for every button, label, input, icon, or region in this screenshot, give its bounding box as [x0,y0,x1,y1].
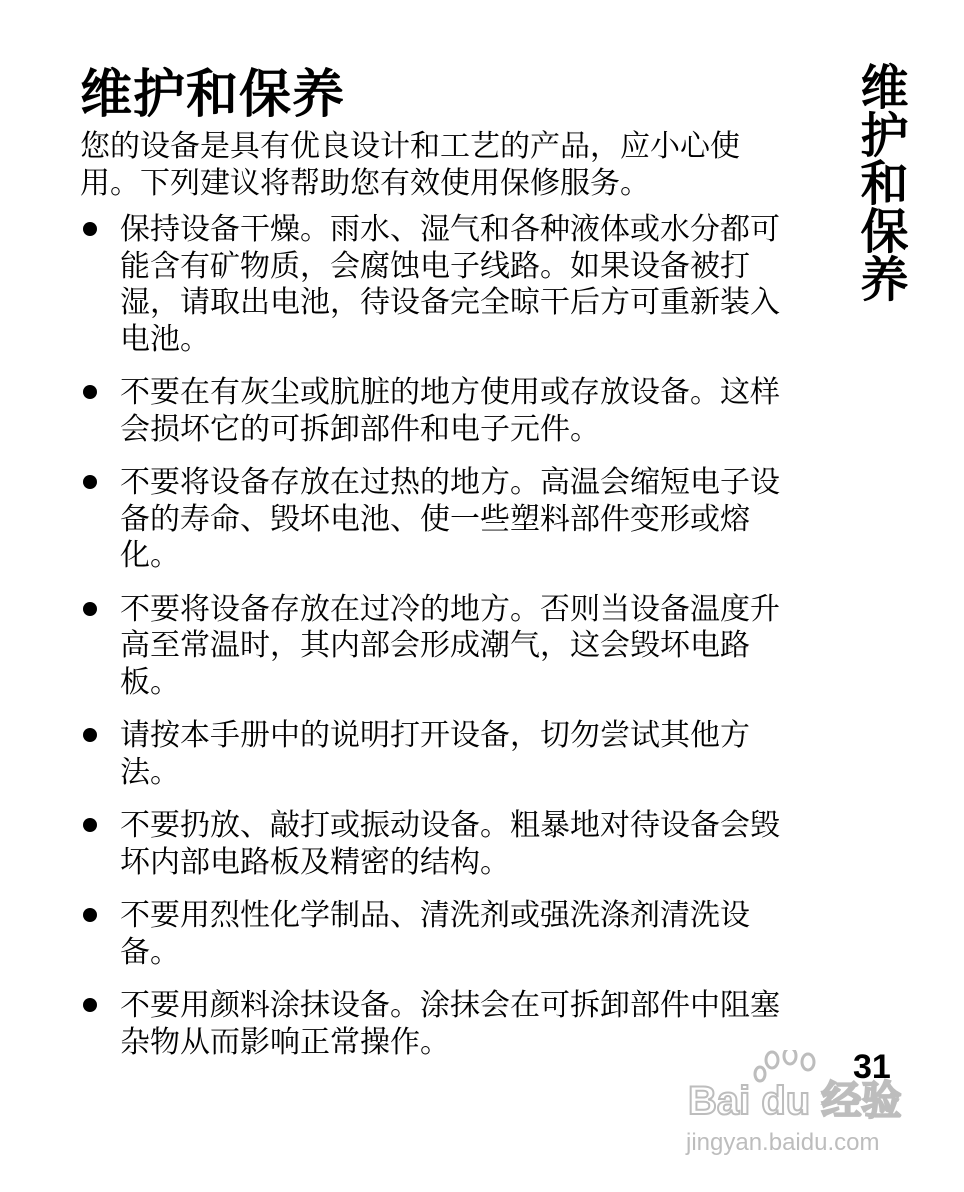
bullet-icon [83,908,97,922]
list-item-text: 请按本手册中的说明打开设备，切勿尝试其他方法。 [120,718,750,790]
side-section-tab: 维护和保养 [852,62,908,302]
list-item-text: 不要将设备存放在过冷的地方。否则当设备温度升高至常温时，其内部会形成潮气，这会毁坏电路板。 [120,591,780,700]
list-item [80,718,795,791]
bullet-icon [83,818,97,832]
bullet-icon [83,998,97,1012]
list-item-text: 不要扔放、敲打或振动设备。粗暴地对待设备会毁坏内部电路板及精密的结构。 [120,808,780,880]
list-item [80,465,795,575]
list-item-text: 保持设备干燥。雨水、湿气和各种液体或水分都可能含有矿物质，会腐蚀电子线路。如果设备被打湿，请取出电池，待设备完全晾干后方可重新装入电池。 [120,212,780,357]
bullet-icon [83,222,97,236]
list-item [80,898,795,971]
list-item-text: 不要用烈性化学制品、清洗剂或强洗涤剂清洗设备。 [120,898,750,970]
list-item-text: 不要将设备存放在过热的地方。高温会缩短电子设备的寿命、毁坏电池、使一些塑料部件变形或熔化。 [120,465,780,573]
page-number: 31 [853,1048,891,1086]
page-title: 维护和保养 [80,65,346,125]
list-item [80,375,795,448]
bullet-icon [83,728,97,742]
baidu-watermark-logo [668,1050,908,1160]
watermark-url: jingyan.baidu.com [686,1129,880,1156]
intro-paragraph: 您的设备是具有优良设计和工艺的产品，应小心使用。下列建议将帮助您有效使用保修服务。 [80,129,740,201]
maintenance-list [80,212,795,1078]
bullet-icon [83,385,97,399]
list-item [80,808,795,881]
list-item [80,212,795,358]
list-item-text: 不要用颜料涂抹设备。涂抹会在可拆卸部件中阻塞杂物从而影响正常操作。 [120,988,780,1060]
list-item-text: 不要在有灰尘或肮脏的地方使用或存放设备。这样会损坏它的可拆卸部件和电子元件。 [120,375,780,447]
paw-icon [755,1050,814,1081]
list-item [80,592,795,702]
bullet-icon [83,602,97,616]
bullet-icon [83,475,97,489]
watermark-brand: Bai du 经验 [688,1079,902,1123]
